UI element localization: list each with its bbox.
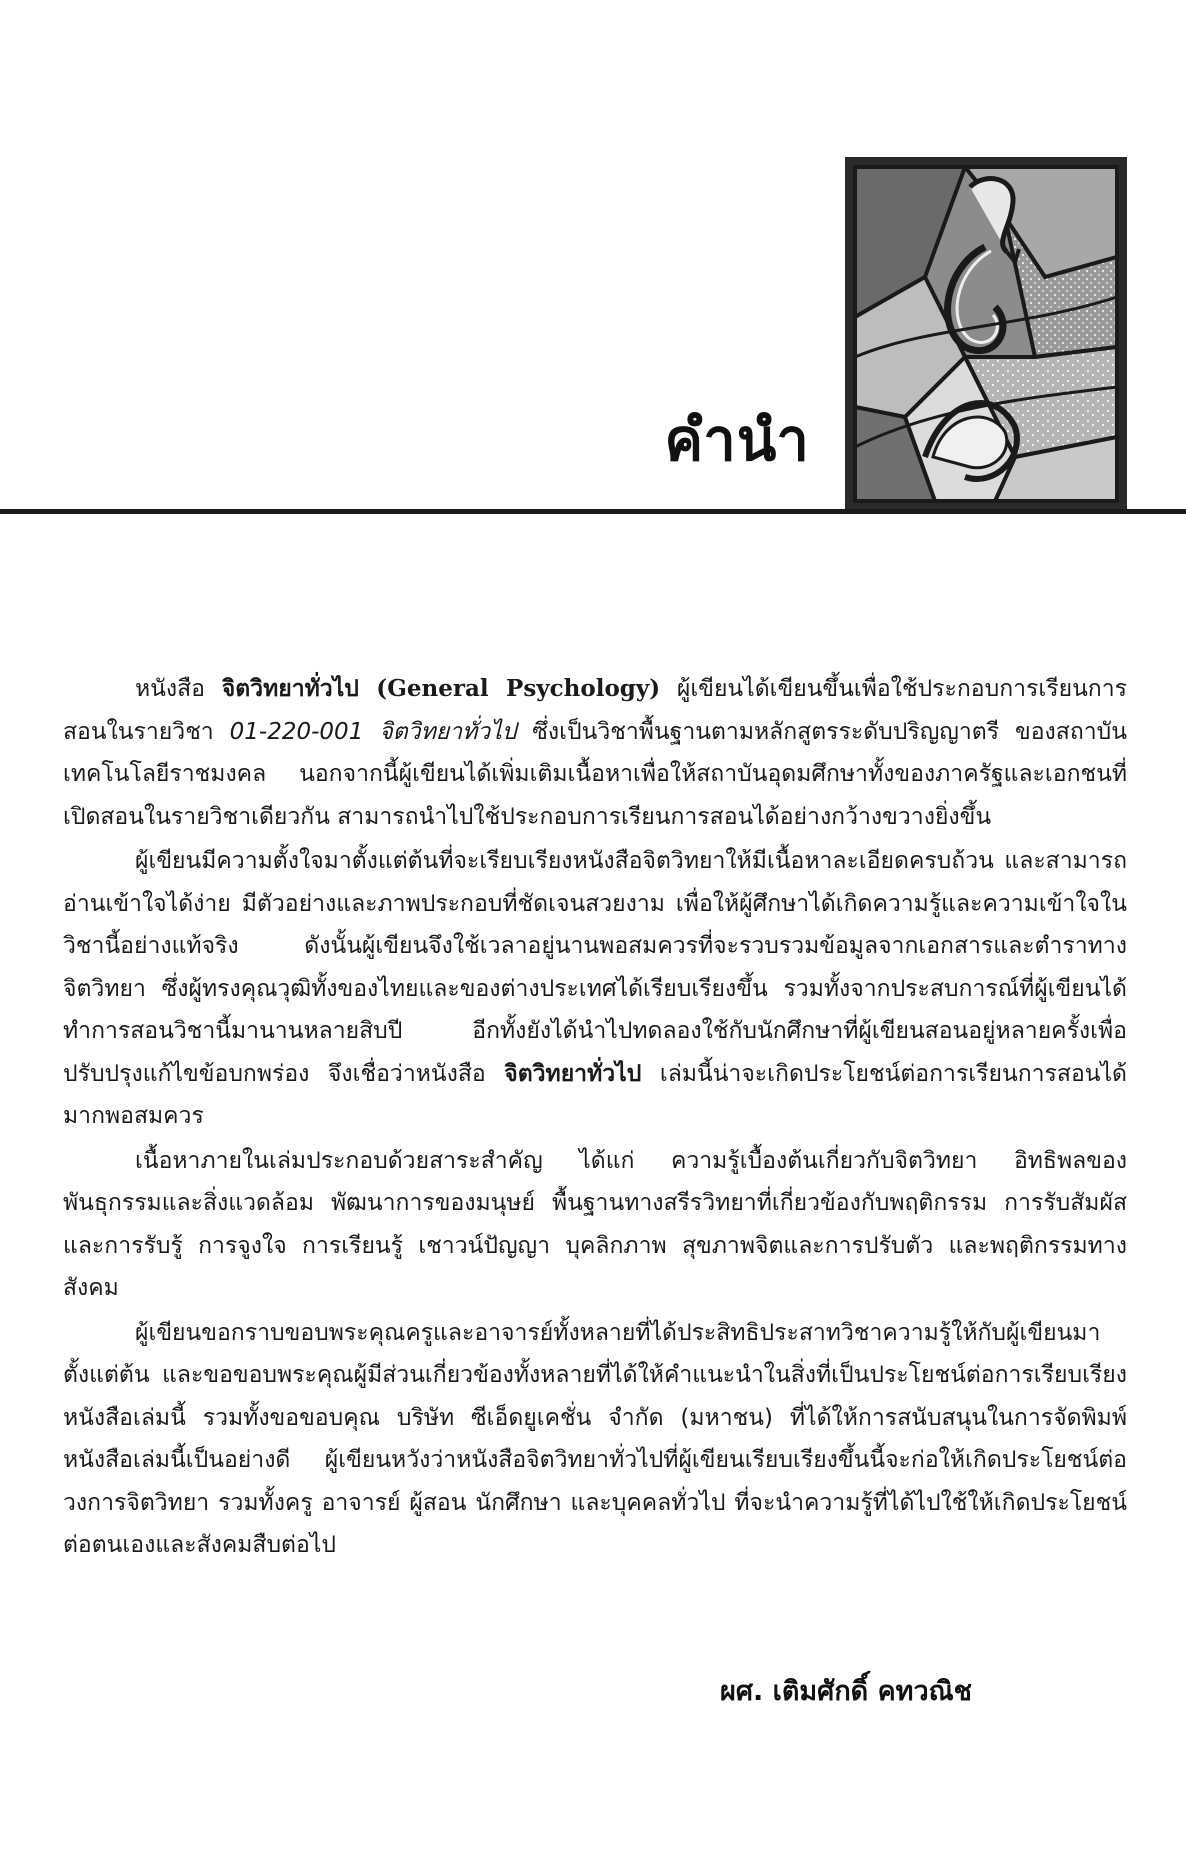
- paragraph-1: [63, 668, 1127, 838]
- paragraph-2: [63, 840, 1127, 1138]
- p1-book-title: จิตวิทยาทั่วไป: [221, 676, 359, 702]
- title-rule: [0, 509, 1186, 514]
- p1-text-f: ซึ่งเป็นวิชาพื้นฐานตามหลักสูตรระดับปริญญาตรี ของสถาบันเทคโนโลยีราชมงคล นอกจากนี้ผู้เขียนได้เพิ่มเติมเนื้อหาเพื่อให้สถาบันอุดมศึกษาทั้งของภาครัฐและเอกชนที่เปิดสอนในรายวิชาเดียวกัน สามารถนำไปใช้ประกอบการเรียนการสอนได้อย่างกว้างขวางยิ่งขึ้น: [63, 718, 1127, 830]
- p1-text-a: หนังสือ: [135, 676, 222, 702]
- p2-book-title: จิตวิทยาทั่วไป: [504, 1060, 642, 1087]
- author-signature: ผศ. เติมศักดิ์ คทวณิช: [720, 1676, 972, 1707]
- page-title: คำนำ: [664, 406, 810, 474]
- preface-body: [63, 668, 1127, 1569]
- p1-english-title: (General Psychology): [358, 675, 661, 702]
- p1-text-d: ผู้เขียนได้เขียนขึ้นเพื่อใช้ประกอบการเรียนการสอนในรายวิชา: [63, 676, 1127, 745]
- paragraph-4: ผู้เขียนขอกราบขอบพระคุณครูและอาจารย์ทั้งหลายที่ได้ประสิทธิประสาทวิชาความรู้ให้กับผู้เขียนมาตั้งแต่ต้น และขอขอบพระคุณผู้มีส่วนเกี่ยวข้องทั้งหลายที่ได้ให้คำแนะนำในสิ่งที่เป็นประโยชน์ต่อการเรียบเรียงหนังสือเล่มนี้ รวมทั้งขอขอบคุณ บริษัท ซีเอ็ดยูเคชั่น จำกัด (มหาชน) ที่ได้ให้การสนับสนุนในการจัดพิมพ์หนังสือเล่มนี้เป็นอย่างดี ผู้เขียนหวังว่าหนังสือจิตวิทยาทั่วไปที่ผู้เขียนเรียบเรียงขึ้นนี้จะก่อให้เกิดประโยชน์ต่อวงการจิตวิทยา รวมทั้งครู อาจารย์ ผู้สอน นักศึกษา และบุคคลทั่วไป ที่จะนำความรู้ที่ได้ไปใช้ให้เกิดประโยชน์ต่อตนเองและสังคมสืบต่อไป: [63, 1319, 1127, 1558]
- paragraph-3: เนื้อหาภายในเล่มประกอบด้วยสาระสำคัญ ได้แก่ ความรู้เบื้องต้นเกี่ยวกับจิตวิทยา อิทธิพลของพันธุกรรมและสิ่งแวดล้อม พัฒนาการของมนุษย์ พื้นฐานทางสรีรวิทยาที่เกี่ยวข้องกับพฤติกรรม การรับสัมผัสและการรับรู้ การจูงใจ การเรียนรู้ เชาวน์ปัญญา บุคลิกภาพ สุขภาพจิตและการปรับตัว และพฤติกรรมทางสังคม: [63, 1147, 1127, 1301]
- p2-text-a: ผู้เขียนมีความตั้งใจมาตั้งแต่ต้นที่จะเรียบเรียงหนังสือจิตวิทยาให้มีเนื้อหาละเอียดครบถ้วน และสามารถอ่านเข้าใจได้ง่าย มีตัวอย่างและภาพประกอบที่ชัดเจนสวยงาม เพื่อให้ผู้ศึกษาได้เกิดความรู้และความเข้าใจในวิชานี้อย่างแท้จริง ดังนั้นผู้เขียนจึงใช้เวลาอยู่นานพอสมควรที่จะรวบรวมข้อมูลจากเอกสารและตำราทางจิตวิทยา ซึ่งผู้ทรงคุณวุฒิทั้งของไทยและของต่างประเทศได้เรียบเรียงขึ้น รวมทั้งจากประสบการณ์ที่ผู้เขียนได้ทำการสอนวิชานี้มานานหลายสิบปี อีกทั้งยังได้นำไปทดลองใช้กับนักศึกษาที่ผู้เขียนสอนอยู่หลายครั้งเพื่อปรับปรุงแก้ไขข้อบกพร่อง จึงเชื่อว่าหนังสือ: [63, 848, 1127, 1087]
- p1-course-code: 01-220-001 จิตวิทยาทั่วไป: [229, 718, 517, 745]
- cover-illustration: [845, 157, 1127, 511]
- p2-text-c: เล่มนี้น่าจะเกิดประโยชน์ต่อการเรียนการสอนได้มากพอสมควร: [63, 1060, 1127, 1129]
